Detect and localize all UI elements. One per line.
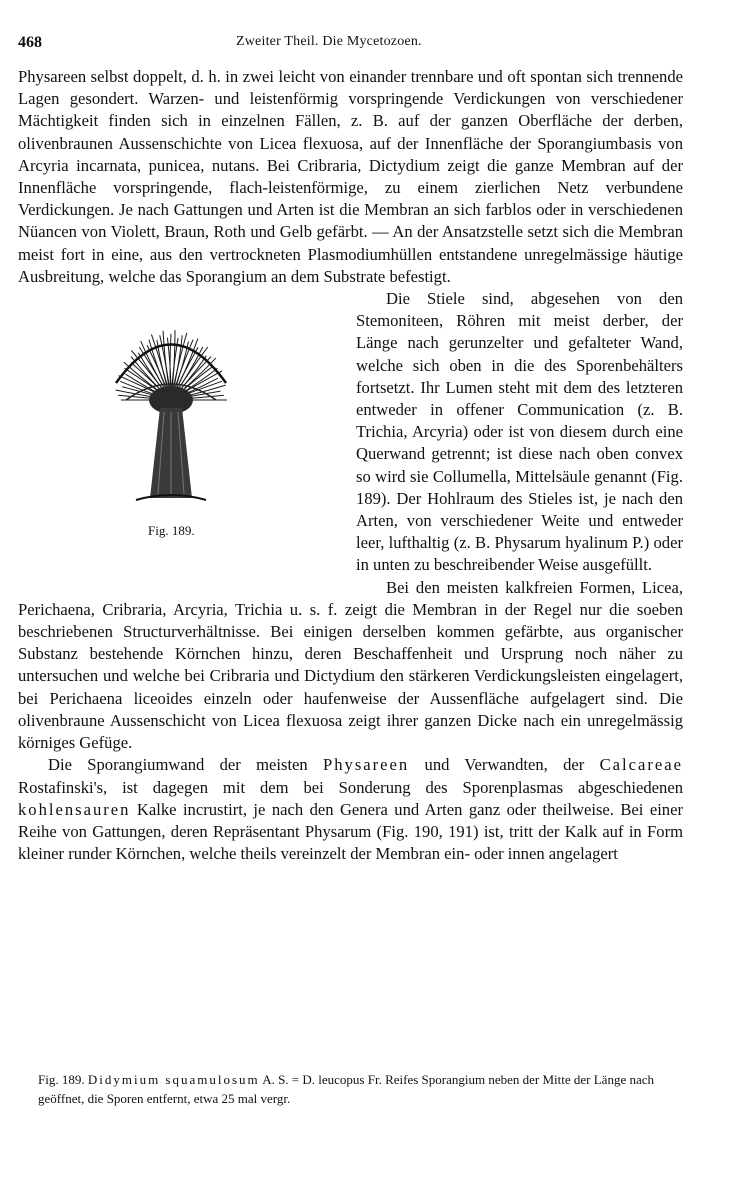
paragraph-1: Physareen selbst doppelt, d. h. in zwei leicht von einander trennbare und oft spontan sich trennende Lagen gesondert. Warzen- und leistenförmig vorspringende Verdickungen von verschiedener Mächtigkeit finden sich in einzelnen Fällen, z. B. auf der ganzen Oberfläche der derben, olivenbraunen Aussenschichte von Licea flexuosa, auf der Innenfläche der Sporangiumbasis von Arcyria incarnata, punicea, nutans. Bei Cribraria, Dictydium zeigt die ganze Membran auf der Innenfläche vorspringende, flach-leistenförmige, zu einem zierlichen Netz verbundene Verdickungen. Je nach Gattungen und Arten ist die Membran an sich farblos oder in verschiedenen Nüancen von Violett, Braun, Roth und Gelb gefärbt. — An der Ansatzstelle setzt sich die Membran meist fort in eine, aus den vertrockneten Plasmodiumhüllen entstandene unregelmässige häutige Ausbreitung, welche das Sporangium an dem Substrate befestigt. [18, 67, 683, 286]
paragraph-2: Die Stiele sind, abgesehen von den Stemoniteen, Röhren mit meist derber, der Länge nach gerunzelter und gefalteter Wand, welche sich oben in die des Sporenbehälters fortsetzt. Ihr Lumen steht mit dem des letzteren entweder in offener Communication (z. B. Trichia, Arcyria) oder ist von diesem durch eine Querwand getrennt; ist diese nach oben convex so wird sie Collumella, Mittelsäule genannt (Fig. 189). Der Hohlraum des Stieles ist, je nach den Arten, von verschiedener Weite und entweder leer, lufthaltig (z. B. Physarum hyalinum P.) oder in unten zu beschreibender Weise ausgefüllt. [356, 289, 683, 575]
figure-label: Fig. 189. [148, 523, 195, 539]
sporangium-illustration [106, 308, 236, 518]
page-number: 468 [18, 34, 42, 51]
caption-fig-number: Fig. 189. [38, 1072, 85, 1087]
running-title: Zweiter Theil. Die Mycetozoen. [236, 34, 422, 49]
p4-kohlensauren: kohlensauren [18, 799, 131, 819]
p4-text-a: Die Sporangiumwand der meisten [48, 755, 324, 775]
caption-species: Didymium squamulosum [87, 1072, 260, 1087]
figure-caption-footnote [38, 1070, 686, 1108]
p4-calcareae: Calcareae [599, 755, 683, 775]
p4-text-c: und Verwandten, der [409, 755, 600, 775]
p4-physareen: Physareen [323, 755, 410, 775]
figure-189 [18, 288, 348, 588]
main-text [18, 66, 683, 865]
p4-text-g: Kalke incrustirt, je nach den Genera und Arten ganz oder theilweise. Bei einer Reihe von Gattungen, deren Repräsentant Physarum (Fig. 190, 191) ist, tritt der Kalk auf in Form kleiner runder Körnchen, welche theils vereinzelt der Membran ein- oder innen angelagert [18, 799, 683, 864]
paragraph-3: Bei den meisten kalkfreien Formen, Licea, Perichaena, Cribraria, Arcyria, Trichia u. s. f. zeigt die Membran in der Regel nur die soeben beschriebenen Structurverhältnisse. Bei einigen derselben kommen gefärbte, aus organischer Substanz bestehende Körnchen hinzu, deren Beschaffenheit und Ursprung noch näher zu untersuchen und welche bei Cribraria und Dictydium den stärkeren Verdickungsleisten eingelagert, bei Perichaena liceoides einzeln oder haufenweise der Aussenfläche aufgelagert sind. Die olivenbraune Aussenschicht von Licea flexuosa zeigt ihrer ganzen Dicke nach ein unregelmässig körniges Gefüge. [18, 577, 683, 753]
caption-text: A. S. = D. leucopus Fr. Reifes Sporangium neben der Mitte der Länge nach geöffnet, die Sporen entfernt, etwa 25 mal vergr. [38, 1072, 655, 1106]
paragraph-4 [18, 754, 683, 865]
p4-text-e: Rostafinski's, ist dagegen mit dem bei Sonderung des Sporenplasmas abgeschiedenen [18, 777, 683, 797]
